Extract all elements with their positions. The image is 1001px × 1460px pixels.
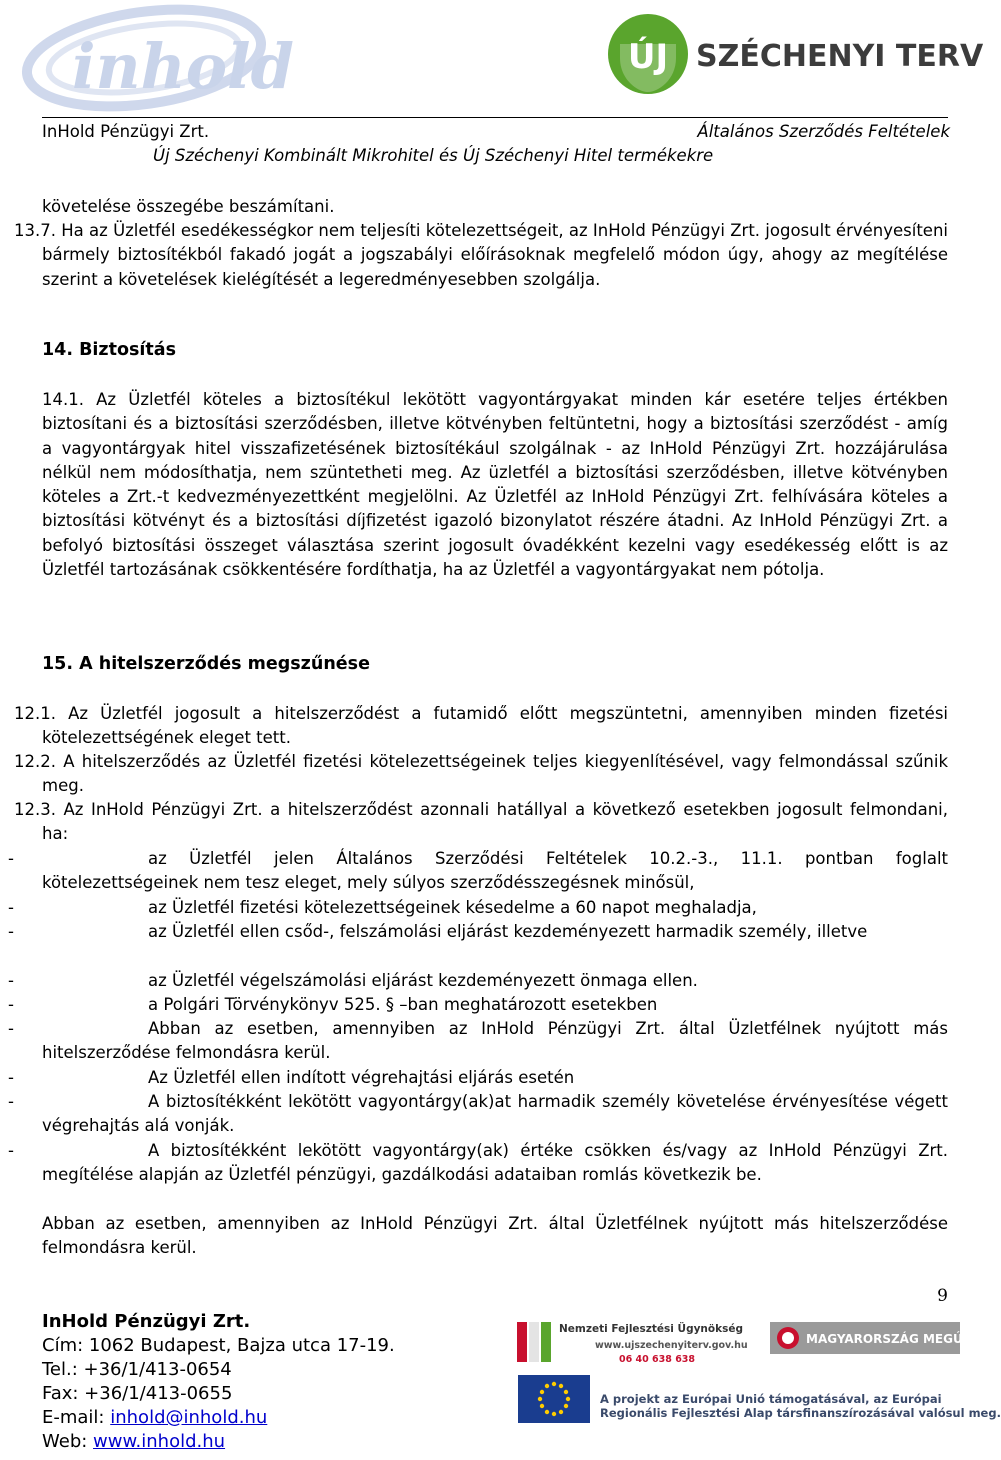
paragraph-14-1: 14.1. Az Üzletfél köteles a biztosítékul lekötött vagyontárgyakat minden kár esetére teljes értékben biztosítani és a biztosítási szerződésben, illetve kötvényben feltüntetni, hogy a biztosítási szerződést - amíg a vagyontárgyak hitel visszafizetésének biztosítékául szolgálnak - az InHold Pénzügyi Zrt. hozzájárulása nélkül nem módosíthatja, nem szüntetheti meg. Az üzletfél a biztosítási szerződésben, illetve kötvényben köteles a Zrt.-t kedvezményezettként megjelölni. Az Üzletfél az InHold Pénzügyi Zrt. felhívására köteles a biztosítási kötvényt és a biztosítási díjfizetést igazoló bizonylatot részére átadni. Az InHold Pénzügyi Zrt. a befolyó biztosítási összeget választása szerint jogosult óvadékként kezelni vagy esedékesség előtt is az Üzletfél tartozásának csökkentésére fordíthatja, ha az Üzletfél a vagyontárgyakat nem pótolja. — [42, 390, 948, 580]
nfu-logo-block — [515, 1318, 760, 1370]
eu-support-text — [600, 1392, 1001, 1420]
list-item-text: A biztosítékként lekötött vagyontárgy(ak) értéke csökken és/vagy az InHold Pénzügyi Zrt. megítélése alapján az Üzletfél pénzügyi, gazdálkodási adataiban romlás következik be. — [42, 1141, 948, 1185]
list-dash: - — [8, 971, 14, 990]
list-item-text: Az Üzletfél ellen indított végrehajtási eljárás esetén — [148, 1068, 575, 1087]
header-subtitle: Új Széchenyi Kombinált Mikrohitel és Új Széchenyi Hitel termékekre — [153, 146, 714, 165]
list-dash: - — [8, 1019, 14, 1038]
section-heading-15: 15. A hitelszerződés megszűnése — [42, 654, 370, 674]
paragraph-12-3: 12.3. Az InHold Pénzügyi Zrt. a hitelszerződést azonnali hatállyal a következő esetekben jogosult felmondani, ha: — [14, 800, 948, 844]
footer-email-link[interactable]: inhold@inhold.hu — [110, 1407, 268, 1428]
svg-text:ÚJ: ÚJ — [627, 37, 669, 77]
svg-text:inhold: inhold — [72, 30, 294, 103]
svg-text:MAGYARORSZÁG MEGÚJUL: MAGYARORSZÁG MEGÚJUL — [806, 1332, 985, 1346]
list-dash: - — [8, 1092, 14, 1111]
header-document-title: Általános Szerződés Feltételek — [697, 122, 950, 141]
eu-support-line-2: Regionális Fejlesztési Alap társfinanszírozásával valósul meg. — [600, 1406, 1001, 1420]
paragraph-12-1: 12.1. Az Üzletfél jogosult a hitelszerződést a futamidő előtt megszüntetni, amennyiben minden fizetési kötelezettségének eleget tett. — [14, 704, 948, 748]
paragraph-12-2: 12.2. A hitelszerződés az Üzletfél fizetési kötelezettségeinek teljes kiegyenlítésével, vagy felmondással szűnik meg. — [14, 752, 948, 796]
paragraph-13-7: 13.7. Ha az Üzletfél esedékességkor nem teljesíti kötelezettségeit, az InHold Pénzügyi Zrt. jogosult érvényesíteni bármely biztosítékból fakadó jogát a jogszabályi előírásoknak megfelelő módon úgy, ahogy az megítélése szerint a követelések kielégítését a legeredményesebben szolgálja. — [14, 221, 948, 289]
header-rule — [42, 117, 948, 118]
footer-phone: Tel.: +36/1/413-0654 — [42, 1359, 232, 1380]
list-dash: - — [8, 922, 14, 941]
footer-web-label: Web: — [42, 1431, 94, 1452]
list-dash: - — [8, 1141, 14, 1160]
list-item-text: a Polgári Törvénykönyv 525. § –ban meghatározott esetekben — [148, 995, 658, 1014]
footer-email-label: E-mail: — [42, 1407, 111, 1428]
list-item-text: A biztosítékként lekötött vagyontárgy(ak)at harmadik személy követelése érvényesítése végett végrehajtás alá vonják. — [42, 1092, 948, 1136]
szechenyi-terv-logo — [600, 10, 984, 112]
svg-text:06 40 638 638: 06 40 638 638 — [619, 1354, 696, 1365]
list-item-text: az Üzletfél jelen Általános Szerződési Feltételek 10.2.-3., 11.1. pontban foglalt kötelezettségeinek nem tesz eleget, mely súlyos szerződésszegésnek minősül, — [42, 849, 948, 893]
svg-text:www.ujszechenyiterv.gov.hu: www.ujszechenyiterv.gov.hu — [595, 1340, 748, 1351]
footer-address: Cím: 1062 Budapest, Bajza utca 17-19. — [42, 1335, 395, 1356]
list-item-text: az Üzletfél ellen csőd-, felszámolási eljárást kezdeményezett harmadik személy, illetve — [148, 922, 868, 941]
paragraph-final: Abban az esetben, amennyiben az InHold Pénzügyi Zrt. által Üzletfélnek nyújtott más hitelszerződése felmondásra kerül. — [42, 1214, 948, 1258]
svg-text:Nemzeti Fejlesztési Ügynökség: Nemzeti Fejlesztési Ügynökség — [559, 1323, 743, 1335]
footer-web-row — [42, 1430, 225, 1454]
list-item-text: az Üzletfél végelszámolási eljárást kezdeményezett önmaga ellen. — [148, 971, 698, 990]
footer-email-row — [42, 1406, 267, 1430]
list-item-text: az Üzletfél fizetési kötelezettségeinek késedelme a 60 napot meghaladja, — [148, 898, 757, 917]
footer-fax: Fax: +36/1/413-0655 — [42, 1383, 233, 1404]
eu-support-line-1: A projekt az Európai Unió támogatásával, az Európai — [600, 1392, 942, 1406]
paragraph-continuation: követelése összegébe beszámítani. — [42, 197, 335, 216]
inhold-logo — [14, 0, 314, 118]
page-number: 9 — [937, 1286, 948, 1306]
section-heading-14: 14. Biztosítás — [42, 340, 177, 360]
list-dash: - — [8, 995, 14, 1014]
list-dash: - — [8, 898, 14, 917]
svg-text:SZÉCHENYI TERV: SZÉCHENYI TERV — [696, 39, 984, 74]
list-dash: - — [8, 1068, 14, 1087]
list-item-text: Abban az esetben, amennyiben az InHold Pénzügyi Zrt. által Üzletfélnek nyújtott más hitelszerződése felmondásra kerül. — [42, 1019, 948, 1063]
eu-flag-icon — [518, 1375, 590, 1423]
footer-company: InHold Pénzügyi Zrt. — [42, 1311, 251, 1332]
header-company: InHold Pénzügyi Zrt. — [42, 122, 210, 141]
footer-web-link[interactable]: www.inhold.hu — [93, 1431, 226, 1452]
list-dash: - — [8, 849, 14, 868]
magyarorszag-megujul-banner — [770, 1318, 985, 1358]
